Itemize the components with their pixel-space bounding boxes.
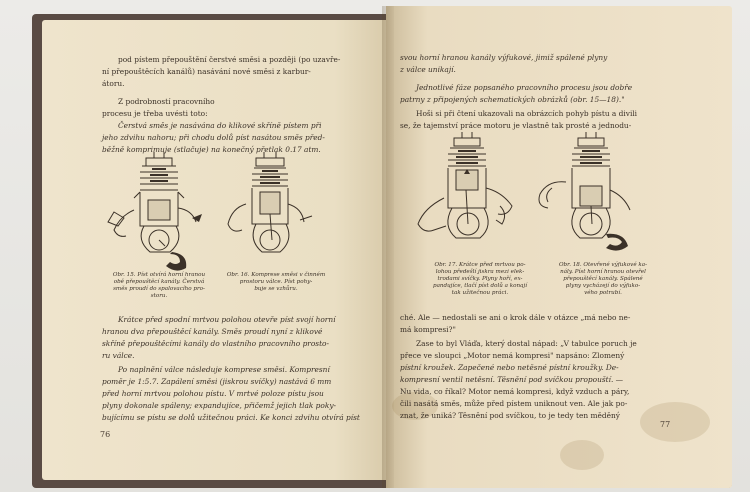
caption-line: nály. Píst horní hranou otevřel bbox=[560, 269, 646, 275]
text-line: Jednotlivé fáze popsaného pracovního procesu jsou dobře bbox=[416, 83, 633, 92]
caption-line: Obr. 15. Píst otvírá horní hranou bbox=[112, 272, 206, 278]
text-line: átoru. bbox=[102, 79, 125, 88]
figure-17-caption bbox=[420, 262, 540, 297]
caption-line: Obr. 18. Otevřené výfukové ka- bbox=[558, 262, 648, 268]
engine-figure-16 bbox=[220, 148, 324, 274]
caption-line: prostoru válce. Píst pohy- bbox=[239, 279, 313, 285]
book-gutter bbox=[382, 6, 394, 488]
text-line: se, že tajemství práce motoru je vlastně tak prosté a jednodu- bbox=[400, 121, 632, 130]
engine-figure-17 bbox=[404, 128, 528, 262]
text-line: Čerstvá směs je nasávána do klikové skříně pístem při bbox=[118, 121, 322, 130]
page-number-left: 76 bbox=[100, 430, 111, 439]
caption-line: obě přepouštěcí kanály. Čerstvá bbox=[113, 279, 205, 285]
text-line: Po naplnění válce následuje komprese směsi. Kompresní bbox=[118, 365, 330, 374]
text-line: běžně komprimuje (stlačuje) na konečný přetlak 0.17 atm. bbox=[102, 145, 321, 154]
text-line: procesu je třeba uvésti toto: bbox=[102, 109, 208, 118]
text-line: před horní mrtvou polohou pístu. V mrtvé poloze pístu jsou bbox=[102, 389, 324, 398]
figure-18-caption bbox=[548, 262, 658, 297]
text-line: Z podrobností pracovního bbox=[118, 97, 215, 106]
figure-15-caption bbox=[102, 272, 216, 300]
caption-line: pandujíce, tlačí píst dolů a konají bbox=[432, 283, 527, 289]
text-line: plyny dokonale spáleny; expandujíce, přičemž jejich tlak poky- bbox=[102, 401, 337, 410]
text-line: čili nasátá směs, může před pístem uniknout ven. Ale jak po- bbox=[400, 399, 628, 408]
caption-line: tak užitečnou práci. bbox=[451, 290, 509, 296]
text-line: ché. Ale — nedostali se ani o krok dále v otázce „má nebo ne- bbox=[400, 313, 631, 322]
caption-line: přepouštěcí kanály. Spálené bbox=[563, 276, 643, 282]
text-line: pod pístem přepouštění čerstvé směsi a později (po uzavře- bbox=[118, 55, 341, 64]
text-line: Zase to byl Vláďa, který dostal nápad: „V tabulce poruch je bbox=[416, 339, 637, 348]
page-number-right: 77 bbox=[660, 420, 671, 429]
caption-line: trodami svíčky. Plyny hoří, ex- bbox=[437, 276, 523, 282]
caption-line: vého potrubí. bbox=[584, 290, 622, 296]
caption-line: buje se vzhůru. bbox=[254, 286, 298, 292]
text-line: poměr je 1:5.7. Zapálení směsi (jiskrou svíčky) nastává 6 mm bbox=[102, 377, 332, 386]
caption-line: Obr. 16. Komprese směsi v činném bbox=[226, 272, 326, 278]
text-line: ru válce. bbox=[102, 351, 135, 360]
text-line: svou horní hranou kanály výfukové, jimiž spálené plyny bbox=[400, 53, 608, 62]
caption-line: storu. bbox=[150, 293, 168, 299]
water-stain bbox=[560, 440, 604, 470]
text-line: skříně přepouštěcími kanály do vlastního pracovního prosto- bbox=[102, 339, 329, 348]
figure-16-caption bbox=[224, 272, 328, 293]
text-line: kompresní ventil netěsní. Těsnění pod svíčkou propouští. — bbox=[400, 375, 624, 384]
text-line: z válce unikají. bbox=[400, 65, 456, 74]
text-line: ní přepouštěcích kanálů) nasávání nové směsi z karbur- bbox=[102, 67, 311, 76]
caption-line: směs proudí do spalovacího pro- bbox=[113, 286, 205, 292]
text-line: patrny z připojených schematických obrázků (obr. 15—18)." bbox=[400, 95, 625, 104]
engine-figure-15 bbox=[104, 148, 214, 274]
water-stain bbox=[640, 402, 710, 442]
text-line: jeho zdvihu nahoru; při chodu dolů píst nasátou směs před- bbox=[102, 133, 325, 142]
text-line: znat, že uniká? Těsnění pod svíčkou, to je tedy ten měděný bbox=[400, 411, 620, 420]
text-line: pístní kroužek. Zapečené nebo netěsné pístní kroužky. De- bbox=[400, 363, 619, 372]
text-line: Nu vida, co říkal? Motor nemá kompresi, když vzduch a páry, bbox=[400, 387, 630, 396]
engine-figure-18 bbox=[534, 128, 652, 262]
text-line: Krátce před spodní mrtvou polohou otevře píst svojí horní bbox=[118, 315, 336, 324]
caption-line: Obr. 17. Krátce před mrtvou po- bbox=[434, 262, 526, 268]
text-line: má kompresi?" bbox=[400, 325, 456, 334]
text-line: bujícímu se pístu se dolů užitečnou práci. Ke konci zdvihu otvírá píst bbox=[102, 413, 360, 422]
caption-line: lohou předešlí jiskra mezi elek- bbox=[435, 269, 525, 275]
text-line: hranou dva přepouštěcí kanály. Směs proudí nyní z klikové bbox=[102, 327, 323, 336]
text-line: přece ve sloupci „Motor nemá kompresi" napsáno: Zlomený bbox=[400, 351, 625, 360]
caption-line: plyny vycházejí do výfuko- bbox=[565, 283, 641, 289]
text-line: Hoši si při čtení ukazovali na obrázcích pohyb pístu a divili bbox=[416, 109, 638, 118]
